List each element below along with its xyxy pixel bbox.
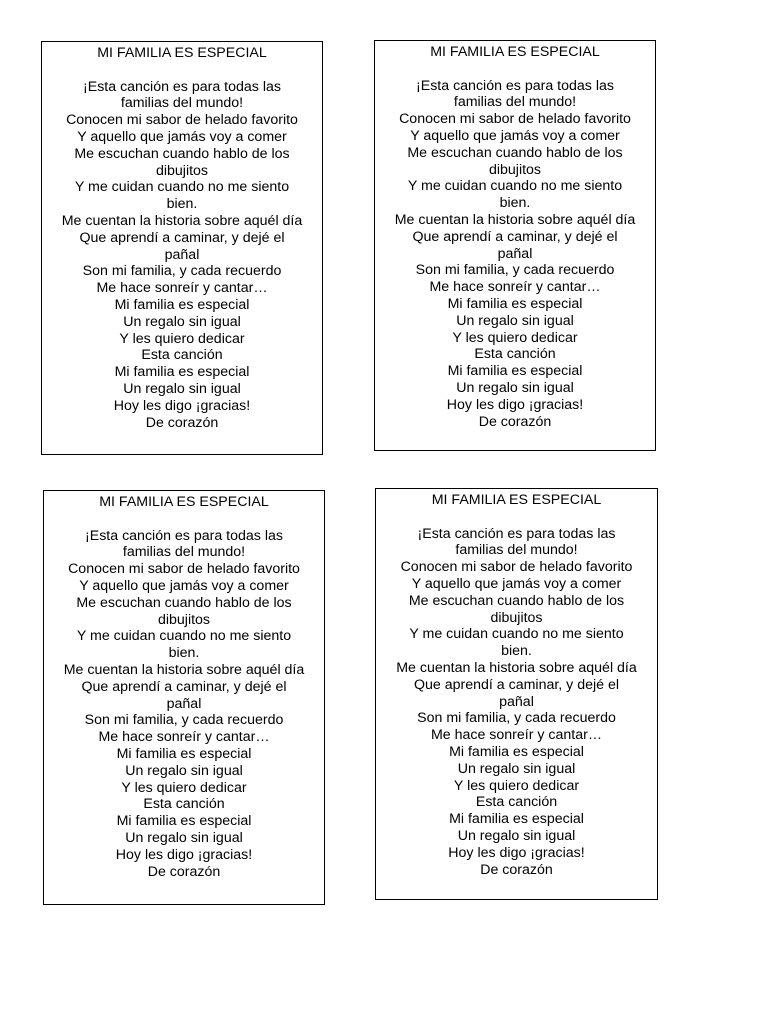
lyric-line: dibujitos (490, 609, 543, 626)
lyric-line: De corazón (478, 413, 552, 430)
lyric-line: Me hace sonreír y cantar… (430, 727, 603, 744)
lyric-line: familias del mundo! (453, 94, 577, 111)
lyric-line: pañal (164, 246, 200, 263)
lyric-line: De corazón (145, 414, 219, 431)
lyric-line: Mi familia es especial (449, 811, 584, 828)
lyric-line: Y me cuidan cuando no me siento (74, 179, 290, 196)
lyric-line: dibujitos (155, 162, 209, 179)
song-title: MI FAMILIA ES ESPECIAL (430, 44, 600, 60)
lyric-line: pañal (497, 245, 533, 262)
lyric-line: Conocen mi sabor de helado favorito (66, 112, 298, 129)
lyric-line: Y me cuidan cuando no me siento (76, 628, 292, 645)
lyric-line: familias del mundo! (122, 544, 246, 561)
lyric-line: bien. (166, 196, 198, 213)
lyric-line: ¡Esta canción es para todas las (83, 78, 281, 95)
lyric-line: Un regalo sin igual (457, 827, 576, 844)
lyric-line: Y aquello que jamás voy a comer (79, 577, 289, 594)
song-lyrics (44, 528, 324, 881)
lyric-line: Esta canción (475, 794, 558, 811)
lyric-line: ¡Esta canción es para todas las (85, 527, 283, 544)
lyric-line: Y aquello que jamás voy a comer (410, 127, 620, 144)
lyric-line: Que aprendí a caminar, y dejé el (81, 678, 287, 695)
lyric-line: Que aprendí a caminar, y dejé el (79, 229, 285, 246)
lyric-line: Me escuchan cuando hablo de los (408, 592, 625, 609)
lyric-line: Mi familia es especial (449, 743, 584, 760)
lyric-line: Hoy les digo ¡gracias! (446, 396, 584, 413)
lyric-line: Un regalo sin igual (123, 313, 241, 330)
lyric-line: Que aprendí a caminar, y dejé el (412, 228, 618, 245)
song-lyrics (376, 526, 657, 879)
lyric-line: Conocen mi sabor de helado favorito (399, 111, 631, 128)
lyric-line: bien. (499, 195, 531, 212)
lyric-line: familias del mundo! (120, 95, 244, 112)
lyric-line: Mi familia es especial (114, 364, 250, 381)
lyric-line: Mi familia es especial (114, 296, 250, 313)
lyric-line: Un regalo sin igual (456, 379, 574, 396)
lyric-line: Un regalo sin igual (125, 762, 243, 779)
lyric-line: bien. (501, 643, 532, 660)
lyric-line: Un regalo sin igual (125, 829, 243, 846)
lyric-line: Me escuchan cuando hablo de los (76, 594, 292, 611)
song-title: MI FAMILIA ES ESPECIAL (431, 492, 602, 508)
lyric-line: Hoy les digo ¡gracias! (113, 397, 251, 414)
lyric-line: Me escuchan cuando hablo de los (407, 144, 623, 161)
lyric-line: Esta canción (143, 796, 225, 813)
lyric-line: Mi familia es especial (447, 363, 583, 380)
lyric-line: Me escuchan cuando hablo de los (74, 145, 290, 162)
lyric-line: Me hace sonreír y cantar… (429, 279, 601, 296)
lyric-line: Me hace sonreír y cantar… (98, 729, 270, 746)
lyric-line: Y les quiero dedicar (119, 330, 245, 347)
lyric-line: Son mi familia, y cada recuerdo (82, 263, 282, 280)
song-card (374, 40, 656, 451)
lyric-line: Y les quiero dedicar (452, 329, 578, 346)
lyric-line: Mi familia es especial (447, 295, 583, 312)
lyric-line: Y les quiero dedicar (453, 777, 580, 794)
lyric-line: Mi familia es especial (116, 813, 252, 830)
lyric-line: ¡Esta canción es para todas las (416, 77, 614, 94)
song-card (41, 41, 323, 455)
lyric-line: Mi familia es especial (116, 745, 252, 762)
lyric-line: dibujitos (488, 161, 542, 178)
song-lyrics (375, 78, 655, 431)
lyric-line: Son mi familia, y cada recuerdo (417, 710, 616, 727)
lyric-line: Hoy les digo ¡gracias! (448, 844, 585, 861)
lyric-line: De corazón (147, 863, 221, 880)
lyric-line: Y les quiero dedicar (121, 779, 247, 796)
lyric-line: Me cuentan la historia sobre aquél día (61, 212, 303, 229)
lyric-line: Que aprendí a caminar, y dejé el (413, 676, 620, 693)
lyric-line: Son mi familia, y cada recuerdo (84, 712, 284, 729)
lyric-line: Me cuentan la historia sobre aquél día (63, 661, 305, 678)
lyric-line: ¡Esta canción es para todas las (417, 525, 616, 542)
lyric-line: Esta canción (141, 347, 223, 364)
lyric-line: Conocen mi sabor de helado favorito (68, 561, 300, 578)
lyric-line: Y me cuidan cuando no me siento (407, 178, 623, 195)
lyric-line: Son mi familia, y cada recuerdo (415, 262, 615, 279)
lyric-line: Me cuentan la historia sobre aquél día (394, 211, 636, 228)
lyric-line: Un regalo sin igual (457, 760, 576, 777)
lyric-line: Un regalo sin igual (123, 380, 241, 397)
lyric-line: Y aquello que jamás voy a comer (411, 575, 622, 592)
song-lyrics (42, 79, 322, 432)
lyric-line: Me hace sonreír y cantar… (96, 280, 268, 297)
lyric-line: dibujitos (157, 611, 211, 628)
lyric-line: Un regalo sin igual (456, 312, 574, 329)
lyric-line: Conocen mi sabor de helado favorito (400, 559, 633, 576)
lyric-line: Me cuentan la historia sobre aquél día (396, 659, 637, 676)
song-title: MI FAMILIA ES ESPECIAL (99, 494, 269, 510)
lyric-line: pañal (499, 693, 534, 710)
lyric-line: Hoy les digo ¡gracias! (115, 846, 253, 863)
song-card (43, 490, 325, 905)
lyric-line: bien. (168, 645, 200, 662)
lyric-line: Esta canción (474, 346, 556, 363)
song-title: MI FAMILIA ES ESPECIAL (97, 45, 267, 61)
lyric-line: Y me cuidan cuando no me siento (409, 626, 624, 643)
lyric-line: familias del mundo! (455, 542, 578, 559)
song-card (375, 488, 658, 900)
lyric-line: pañal (166, 695, 202, 712)
lyric-line: De corazón (480, 861, 553, 878)
lyric-line: Y aquello que jamás voy a comer (77, 128, 287, 145)
